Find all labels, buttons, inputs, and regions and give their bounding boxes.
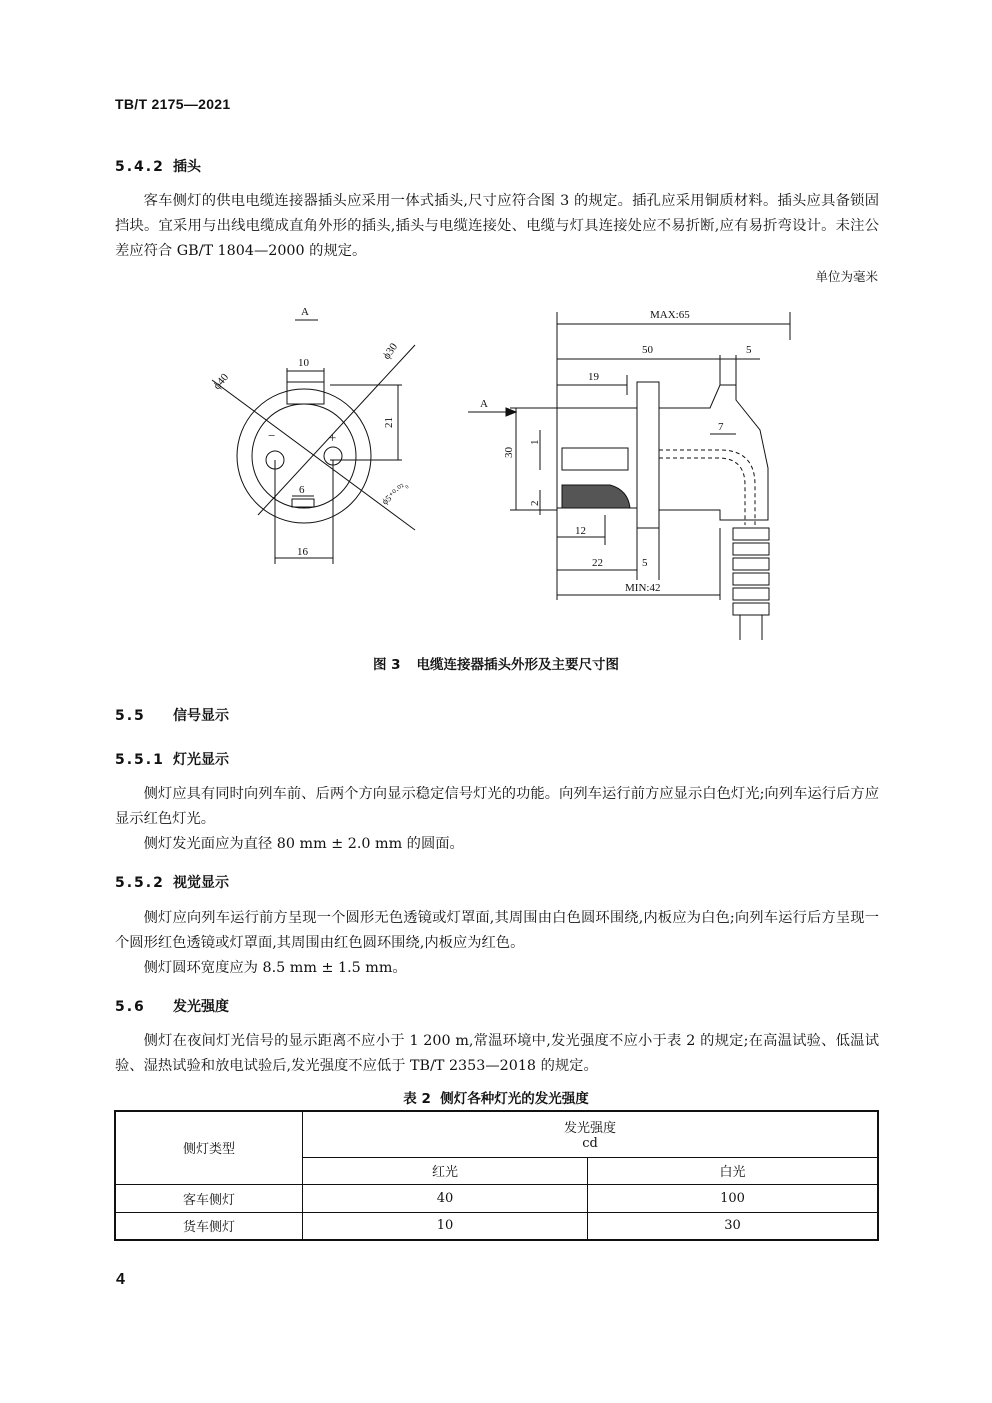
section-title: 灯光显示 — [173, 752, 229, 768]
section-number: 5.5.2 — [115, 875, 165, 891]
dim-2: 2 — [529, 500, 541, 506]
figure-label: 图 3 — [372, 657, 401, 673]
paragraph-text: 侧灯应具有同时向列车前、后两个方向显示稳定信号灯光的功能。向列车运行前方应显示白色灯光;向列车运行后方应显示红色灯光。 — [115, 786, 879, 827]
dim-16: 16 — [297, 546, 308, 558]
paragraph-5-5-2 — [115, 906, 879, 981]
dim-phi30: ϕ30 — [380, 341, 401, 362]
section-number: 5.5.1 — [115, 752, 165, 768]
cable-strain-relief — [733, 528, 769, 640]
view-label-a: A — [301, 306, 309, 318]
dim-10: 10 — [298, 357, 309, 369]
arrow-label-a: A — [480, 398, 488, 410]
paragraph-5-6 — [115, 1029, 879, 1079]
unit-note: 单位为毫米 — [815, 269, 878, 284]
header-white-light: 白光 — [588, 1157, 878, 1184]
section-title: 视觉显示 — [173, 875, 229, 891]
page-number: 4 — [116, 1271, 125, 1288]
dim-19: 19 — [588, 371, 599, 383]
pin-socket — [562, 448, 628, 470]
dim-30: 30 — [503, 447, 515, 458]
luminous-intensity-table — [114, 1110, 879, 1241]
header-intensity-label: 发光强度 — [563, 1121, 616, 1137]
section-heading-5-5 — [115, 705, 229, 725]
section-title: 信号显示 — [173, 708, 229, 724]
dim-5-bottom: 5 — [642, 557, 648, 569]
dim-50: 50 — [642, 344, 653, 356]
cell-type: 客车侧灯 — [115, 1184, 303, 1212]
section-number: 5.6 — [115, 999, 146, 1015]
header-lamp-type: 侧灯类型 — [115, 1111, 303, 1184]
header-intensity — [303, 1111, 879, 1157]
table-row — [115, 1184, 878, 1212]
section-title: 插头 — [173, 159, 201, 175]
collar-flange — [637, 382, 659, 528]
dim-12: 12 — [575, 525, 586, 537]
header-intensity-unit: cd — [582, 1136, 598, 1152]
figure-title: 电缆连接器插头外形及主要尺寸图 — [416, 657, 620, 673]
figure-3-drawing — [200, 300, 800, 645]
section-title: 发光强度 — [173, 999, 229, 1015]
section-number: 5.5 — [115, 708, 146, 724]
cell-red: 10 — [303, 1212, 588, 1240]
section-heading-5-6 — [115, 996, 229, 1016]
paragraph-text: 侧灯应向列车运行前方呈现一个圆形无色透镜或灯罩面,其周围由白色圆环围绕,内板应为白色;向列车运行后方呈现一个圆形红色透镜或灯罩面,其周围由红色圆环围绕,内板应为红色。 — [115, 910, 879, 951]
dim-max65: MAX:65 — [650, 309, 690, 321]
paragraph-5-4-2 — [115, 189, 879, 264]
paragraph-text: 客车侧灯的供电电缆连接器插头应采用一体式插头,尺寸应符合图 3 的规定。插孔应采用铜质材料。插头应具备锁固挡块。宜采用与出线电缆成直角外形的插头,插头与电缆连接处、电缆与灯具连接处应不易折断,应有易折弯设计。未注公差应符合 GB/T 1804—2000 的规定。 — [115, 193, 879, 259]
hatched-shoulder — [562, 485, 630, 508]
dim-phi40: ϕ40 — [211, 371, 232, 392]
outer-circle — [237, 389, 371, 523]
dim-6: 6 — [299, 484, 305, 496]
table-caption — [0, 1087, 992, 1107]
table-row — [115, 1212, 878, 1240]
header-red-light: 红光 — [303, 1157, 588, 1184]
cell-white: 100 — [588, 1184, 878, 1212]
table-label: 表 2 — [403, 1091, 431, 1107]
key-notch — [287, 382, 324, 404]
section-heading-5-4-2 — [115, 156, 201, 176]
bottom-slot — [292, 499, 314, 507]
dim-7: 7 — [718, 421, 724, 433]
section-heading-5-5-2 — [115, 872, 229, 892]
cell-red: 40 — [303, 1184, 588, 1212]
section-number: 5.4.2 — [115, 159, 165, 175]
dim-1: 1 — [529, 439, 541, 445]
section-heading-5-5-1 — [115, 749, 229, 769]
cell-type: 货车侧灯 — [115, 1212, 303, 1240]
cell-white: 30 — [588, 1212, 878, 1240]
dim-22: 22 — [592, 557, 603, 569]
paragraph-text: 侧灯圆环宽度应为 8.5 mm ± 1.5 mm。 — [143, 960, 407, 976]
dim-min42: MIN:42 — [625, 582, 661, 594]
table-title: 侧灯各种灯光的发光强度 — [440, 1091, 589, 1107]
plus-sign: + — [329, 430, 337, 445]
dim-phi5: ϕ5⁺⁰·⁰²₀ — [379, 479, 410, 507]
document-code: TB/T 2175—2021 — [115, 96, 231, 112]
figure-caption — [0, 653, 992, 673]
dim-5-top: 5 — [746, 344, 752, 356]
minus-sign: − — [268, 428, 276, 443]
plug-housing — [659, 385, 768, 520]
paragraph-5-5-1 — [115, 782, 879, 857]
dim-21: 21 — [383, 417, 395, 428]
paragraph-text: 侧灯在夜间灯光信号的显示距离不应小于 1 200 m,常温环境中,发光强度不应小于表 2 的规定;在高温试验、低温试验、湿热试验和放电试验后,发光强度不应低于 TB/T 2353—2018 的规定。 — [115, 1033, 879, 1074]
paragraph-text: 侧灯发光面应为直径 80 mm ± 2.0 mm 的圆面。 — [143, 836, 464, 852]
